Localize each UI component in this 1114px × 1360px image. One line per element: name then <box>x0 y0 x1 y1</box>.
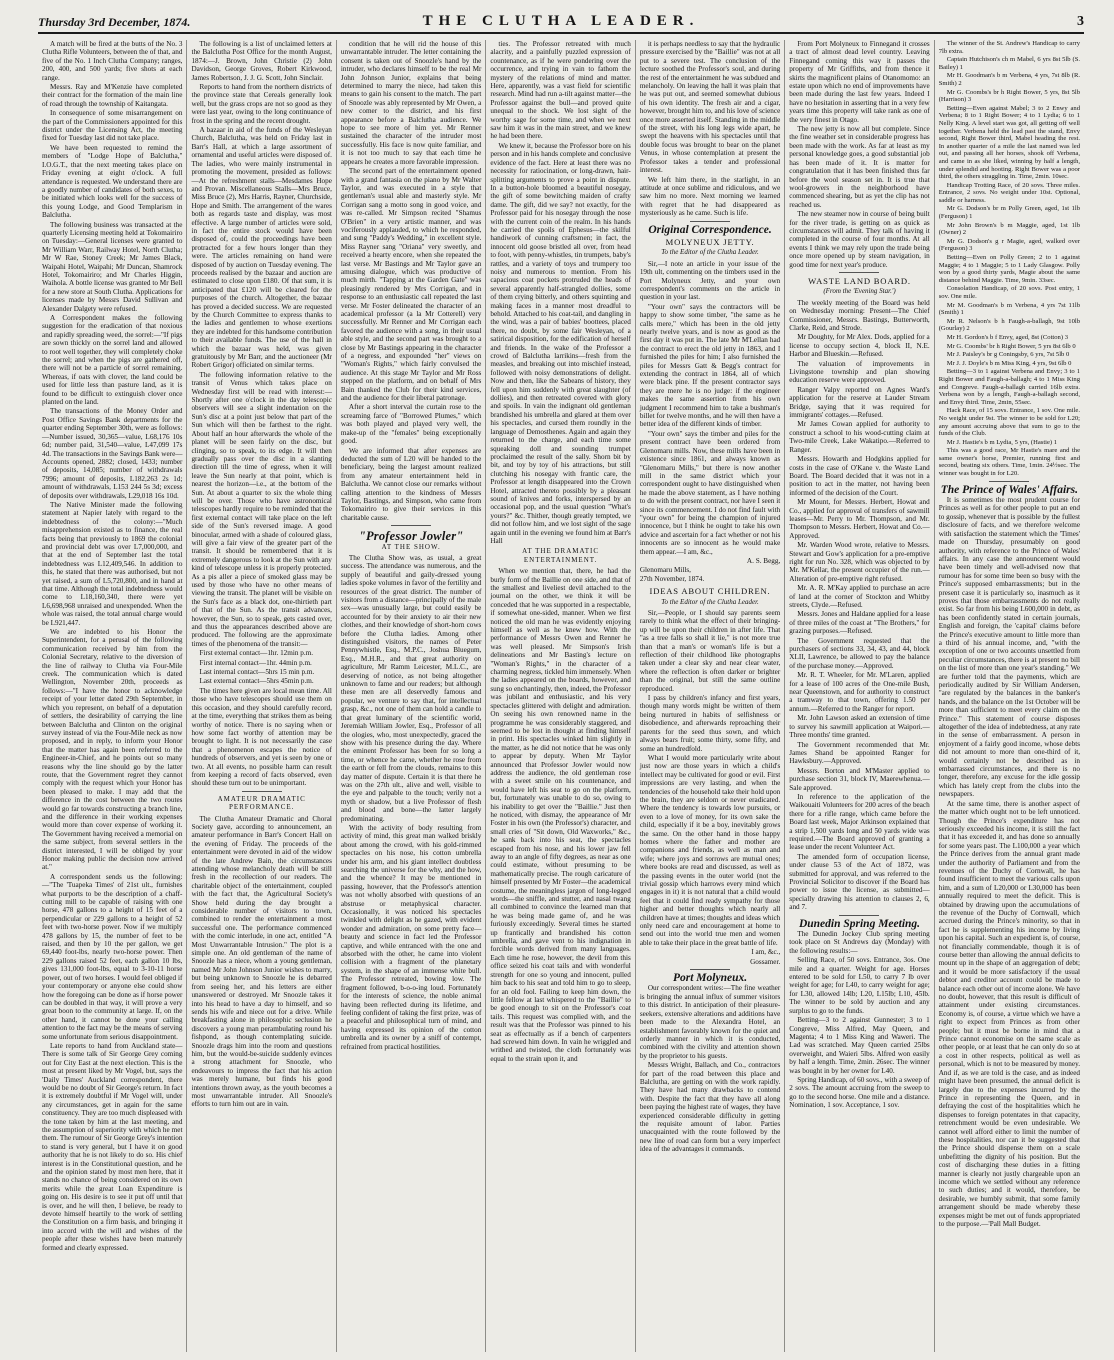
paragraph: Mr H. Gordon's b f Envy, aged, 8st (Cotton) 3 <box>946 333 1068 341</box>
paragraph: Mr G. Dodson's br m Polly Green, aged, 1st 1lb (Ferguson) 1 <box>938 205 1081 221</box>
paragraph: Messrs. Howarth and Hodgkins applied for costs in the case of O'Kane v. the Waste Land Board. The Board decided that it was not in a position to act in the matter, not having been informed of the decision of the Court. <box>789 455 930 497</box>
paragraph: Captain Hutchison's ch m Mabel, 6 yrs 8st 5lb (S. Bailey) 1 <box>938 56 1081 71</box>
paragraph: The Clutha Show was, as usual, a great success. The attendance was numerous, and the supply of beautiful and gaily-dressed young ladies spoke volumes in favor of the fertility and resources of the great district. The number of visitors from a distance—principally of the male sex—was unusually large, but could easily be accounted for by their anxiety to air their new clothes, and their knowledge of short-horn cows before the Clutha ladies. Among other distinguished visitors, the names of Peter Pennywhistle, Esq., M.P.C., Joshua Bluegum, Esq., M.H.R., and that great authority on agriculture, Mr Ramm Leicester, M.L.C., are deserving of notice, as not being altogether unknown to fame and our readers; but although these men are all deservedly famous and popular, we venture to say that, for intellectual grasp, &c., not one of them can hold a candle to that great luminary of the scientific world, Jeremiah William Jowler, Esq., Professor of all the ologies, who, most unexpectedly, graced the show with his presence during the day. Where the eminent Professor has been for so long a time, or whence he came, whether he rose from the earth or fell from the clouds, remains to this day matter of dispute. Certain it is that there he was on the 27th ult., alive and well, visible to the eye and palpable to the touch; verily not a myth or shadow, but a live Professor of flesh and blood and bone—the latter largely predominating. <box>340 553 482 823</box>
column-6 <box>785 40 934 1352</box>
original-correspondence-heading: Original Correspondence. <box>648 223 772 236</box>
paragraph: The Dunedin Jockey Club spring meeting took place on St Andrews day (Monday) with the following results:— <box>789 930 930 955</box>
paragraph: What I would more particularly write about just now are those years in which a child's intellect may be cultivated for good or evil. First impressions are very lasting, and when the tendencies of the household take their hold upon the brain, they are seldom or never eradicated. Where the tendency is towards low pursuits, or even to a love of money, for its own sake the child, especially if it be a boy, inevitably grows the same. On the other hand in those happy homes where the father and mother are companions and friends, as well as man and wife; where joys and sorrows are mutual ones; where books are read and discussed, as well as the passing events in the outer world (not the trivial gossip which harrows every mind which engages in it) it is not natural that a child would feel that it could find ready sympathy for those higher and better thoughts which nearly all children have at times; thoughts and ideas which only need care and encouragement at home to send out into the world true men and women able to take their place in the great battle of life. <box>639 753 781 947</box>
paragraph: Mr R. Nelson's b h Faugh-a-ballagh, 9st 10lb (Gourlay) 2 <box>938 317 1081 333</box>
paragraph: When we mention that, there, he had the burly form of the Baillie on one side, and that of the smallest and liveliest devil attached to the journal on the other, we think it will be conceded that he was supported in a respectable, if somewhat one-sided, manner. When we first noticed the old man he was evidently enjoying himself as well as he knew how. With the performance of Messrs Owen and Renner he was well pleased. Mr Simpson's Irish delineations and Mr Basting's lecture on "Woman's Rights," in the character of a charming negress, tickled him immensely. When the ladies appeared on the boards, however, and sung so enchantingly, then, indeed, the Professor was jubilant and enthusiastic, and his very spectacles glittered with delight and admiration. On seeing his own renowned name in the programme he was considerably staggered, and seemed to be lost in thought at finding himself in print. His spectacles winked him slightly in the matter, as he did not notice that he was only to appear by deputy. When Mr Taylor announced that Professor Jowler would now address the audience, the old gentleman rose with a sweet smile on his countenance, and would have left his seat to go on the platform, but, fortunately was unable to do so, owing to his inability to get over the "Baillie." Just then he noticed, with dismay, the appearance of Mr Foster in his own (the Professor's) character, and small cries of "Sit down, Old Waxworks," &c., he sank back into his seat, the spectacles escaped from his nose, and his lower jaw fell away to an angle of fifty degrees, as near as one could estimate, without presuming to be mathematically precise. The rough caricature of himself presented by Mr Foster—the academical costume, the meaningless jargon of long-legged words—the sniffle, and stutter, and nasal twang all combined to convince the learned man that he was being made game of, and he was furiously exceedingly. Several times he started up frantically and brandished his cotton umbrella, and gave vent to his indignation in forcible words derived from many languages. Each time he rose, however, the devil from this office seized his coat tails and with wonderful strength for one so young and innocent, pulled him back to his seat and told him to go to sleep, for an old fool. Failing to keep him down, the little fellow at last whispered to the "Baillie" to be good enough to sit on the Professor's coat tails. This request was complied with, and the result was that the Professor was pinned to his seat as effectually as if a bench of carpenters had screwed him down. In vain he wriggled and writhed and twisted, the cloth fortunately was equal to the strain upon it, and <box>490 567 631 1063</box>
at-the-show-subheading: AT THE SHOW. <box>381 542 441 551</box>
dunedin-spring-meeting-body <box>789 930 929 1110</box>
column-3 <box>337 40 486 1352</box>
ideas-about-children-heading: IDEAS ABOUT CHILDREN. <box>649 586 771 597</box>
paragraph: Mr H. Goodman's b m Verbena, 4 yrs, 7st 8lb (R. Smith) 2 <box>938 72 1081 87</box>
paragraph: We are informed that after expenses are deducted the sum of L20 will be handed to the beneficiary, being the largest amount realized from any amateur entertainment held in Balclutha. We cannot close our remarks without calling attention to the kindness of Messrs Taylor, Bastings, and Simpson, who came from Tokomairiro to give their services in this charitable cause. <box>340 446 482 522</box>
newspaper-title: THE CLUTHA LEADER. <box>422 13 700 29</box>
divider <box>242 791 282 792</box>
paragraph: Messrs. Ray and M'Kenzie have completed their contract for the formation of the main line of road through the township of Kaitangata. <box>42 83 183 108</box>
paragraph: A correspondent sends us the following:—"The 'Tuapeka Times' of 21st ult., furnishes what purports to be the description of a chaff-cutting mill to be capable of raising with one horse, 478 gallons to a height of 15 feet of a perpendicular or 229 gallons to a height of 52 feet with two-horse power. Now if we multiply 478 gallons by 15, the number of feet to be raised, and then by 10 the per gallon, we get 69,440 foot-lbs, nearly two-horse power. Then 229 gallons raised 52 feet, each gallon 10 lbs, gives 131,000 foot-lbs, equal to 3-10-11 horse power, out of two horses. I would feel obliged if your contemporary or anyone else could show how the foregoing can be done as if horse power can be doubled in that way, it will prove a very great boon to the community at large. If, on the other hand, it cannot be done your calling attention to the fact may be the means of serving some unfortunate from serious disappointment. <box>42 872 183 1041</box>
paragraph: We knew it, because the Professor bore on his person and in his hands complete and conclusive evidence of the fact. Here at least there was no necessity for ratiocination, or long-drawn, hair-splitting arguments to prove a point in dispute. In a button-hole bloomed a beautiful nosegay, the gift of some bewitching maiden of crafty dame. The gift, did we say? not exactly, for the Professor paid for his nosegay through the nose with the current coin of the realm. In his hands he carried the spoils of Ephesus—the skilful handiwork of cunning craftsmen; in fact, the innocent old goose bristled all over, from head to foot, with penny-whistles, tin trumpets, baby's rattles, and a variety of toys and trumpery too noisy and numerous to mention. From his capacious coat pockets protruded the heads of several apparently half-strangled dollies, some of them crying bitterly, and others squinting and making faces in a manner most dreadful to behold. Attached to his coat-tail, and dangling in the wind, was a pair of babies' boottees, placed there, no doubt, by some fair Wesleyan, of a satirical disposition, for the edification of herself and friends. In the wake of the Professor a crowd of Balclutha larrikins—fresh from the measles, and breaking out into mischief instead, followed with noisy demonstrations of delight. Now and then, like the Sabeans of history, they fell upon him suddenly with great slaughter (of dollies), and then retreated covered with glory and spoils. In vain the indignant old gentleman brandished his umbrella and glared at them over his spectacles, and cursed them roundly in the language of Demosthenes. Again and again they returned to the charge, and each time some squeaking doll and sounding trumpet proclaimed the result of the sally. Shorn bit by bit, and toy by toy of his attractions, but still clutching his nosegay with frantic care, the Professor at length disappeared into the Crown Hotel, attracted thereto possibly by a pleasant sound of knives and forks, interspersed by an occasional pop, and the usual question "What's yours?" &c. Thither, though greatly tempted, we did not follow him, and we lost sight of the sage again until in the evening we found him at Barr's Hall <box>490 141 631 545</box>
column-4 <box>486 40 635 1352</box>
masthead <box>38 6 1084 34</box>
dunedin-spring-meeting-heading: Dunedin Spring Meeting. <box>798 917 921 930</box>
paragraph: A match will be fired at the butts of the No. 3 Clutha Rifle Volunteers, between the of that, and five of the No. 1 Inch Clutha Company; ranges, 200, 400, and 500 yards; five shots at each range. <box>42 40 183 82</box>
letter-signature: A. S. Begg, <box>746 556 781 565</box>
letter-signature: Gossamer. <box>750 957 781 966</box>
column-1 <box>38 40 187 1352</box>
paragraph: Messrs Wright, Ballach, and Co., contractors for part of the road between this place and Balclutha, are getting on with the work rapidly. They have had many drawbacks to contend with. Despite the fact that they have all along been paying the highest rate of wages, they have experienced considerable difficulty in getting the requisite amount of labor. Parties unacquainted with the route followed by the new line of road can form but a very imperfect idea of the advantages it commands. <box>639 1061 781 1154</box>
paragraph: Messrs. Jones and Haldane applied for a lease of three miles of the coast at "The Brothers," for grazing purposes.—Refused. <box>789 610 930 636</box>
paragraph: In consequence of some misarrangement on the part of the Commissioners appointed for this district under the Licensing Act, the meeting fixed for Tuesday last did not take place. <box>42 109 183 143</box>
port-molyneux-body <box>640 984 780 1153</box>
paragraph: The winner of the St. Andrew's Handicap to carry 7lb extra. <box>938 40 1081 55</box>
paragraph: Mr M. Goodman's b m Verbena, 4 yrs 7st 11lb (Smith) 1 <box>938 301 1081 317</box>
column-1-body <box>42 40 182 1252</box>
column-3-body <box>341 40 481 522</box>
paragraph: Mr J. Hastie's b m Lydia, 5 yrs, (Hastie) 1 <box>946 438 1058 446</box>
paragraph: Messrs. Borton and M'Master applied to purchase section 31, block IV, Maerewhenua.—Sale approved. <box>789 766 930 792</box>
paragraph: This was a good race, Mr Hastie's mare and the same owner's horse, Premier, running first and second, beating six others. Time, 1min. 24½sec. The winner was bought in for L20. <box>938 447 1081 478</box>
dramatic-entertainment-body <box>490 567 630 1063</box>
paragraph: Betting—Even against Mabel; 3 to 2 Enwy and Verbena; 8 to 1 Right Bower; 4 to 1 Lydia; 6 to 1 Nelly King. A level start was got, all getting off well together. Verbena held the lead past the stand, Envy second, Right Bower third, Mabel heading the rest. In another quarter of a mile the last named was led out, and passing all her horses, shook off Verbena, and came in as she liked, winning by half a length, under splendid and hooting. Right Bower was a poor third, the others straggling in. Time, 2min. 10sec. <box>938 104 1081 181</box>
port-molyneux-heading: Port Molyneux. <box>672 972 748 985</box>
columns <box>38 40 1084 1352</box>
paragraph: Hack Race, of 15 sovs. Entrance, 1 sov. One mile. No weight under 9st. The winner to be sold for L20; any amount accruing above that sum to go to the funds of the Club. <box>938 407 1081 438</box>
letter-place: Glenomaru Mills, <box>639 566 691 575</box>
paragraph: Mr Mount, for Messrs. Herbert, Howat and Co., applied for approval of transfers of sawmill leases—Mr. Perry to Mr. Thompson, and Mr. Thompson to Messrs. Herbert, Howat and Co.—Approved. <box>789 498 930 540</box>
paragraph: Reports to hand from the northern districts of the province state that Cereals generally look well, but the grass crops are not so good as they were last year, owing to the long continuance of frost in the spring and the recent drought. <box>191 83 332 125</box>
waste-land-board-heading: WASTE LAND BOARD. <box>808 275 911 286</box>
paragraph: Mr. A. R. M'Kay applied to purchase an acre of land at the corner of Stockton and Whitby streets, Clyde.—Refused. <box>789 584 930 609</box>
paragraph: Mr. John Lawson asked an extension of time to survey his sawmill application at Waipori.—Three months' time granted. <box>789 714 930 740</box>
prince-of-wales-body <box>939 496 1080 1228</box>
paragraph: Our correspondent writes:—The fine weather is bringing the annual influx of summer visitors to this district. In anticipation of their pleasure-seekers, extensive alterations and additions have been made to the Alexandra Hotel, an establishment favorably known for the quiet and orderly manner in which it is conducted, combined with the civility and attention shown by the proprietor to his guests. <box>639 984 781 1060</box>
column-7 <box>935 40 1084 1352</box>
column-6-body <box>789 40 929 269</box>
paragraph: Consolation Handicap, of 20 sovs. Post entry, 1 sov. One mile. <box>938 285 1081 300</box>
paragraph: Handicap Trotting Race, of 20 sovs. Three miles. Entrance, 2 sovs. No weight under 10st. Optional, saddle or harness. <box>938 181 1081 204</box>
paragraph: Mr James Cowan applied for authority to construct a school to his wood-cutting claim at Two-mile Creek, Lake Wakatipo.—Referred to Ranger. <box>789 420 930 454</box>
dramatic-entertainment-heading: AT THE DRAMATIC ENTERTAINMENT. <box>522 547 600 564</box>
paragraph: Mr. Warden Wood wrote, relative to Messrs. Stewart and Gow's application for a pre-emptive right for run No. 328, which was objected to by Mr. M'Kellar, the present occupier of the run.—Alteration of pre-emptive right refused. <box>789 541 930 583</box>
letter-date: 27th November, 1874. <box>639 574 705 583</box>
column-2 <box>187 40 336 1352</box>
paragraph: The Native Minister made the following statement at Napier lately with regard to the indebtedness of the colony:—"Much misapprehension existed as to finance, the real facts being that previously to 1869 the colonial and provincial debt was over L7,000,000, and that at the end of September last the total indebtedness was L12,409,546. In addition to this, he stated that there was authorised, but not yet raised, a sum of L5,720,800, and in hand at that time. Although the total indebtedness would come to L18,160,340, there were yet L6,698,968 unraised and unexpended. When the whole was raised, the total annual charge would be L921,447. <box>42 500 183 627</box>
paragraph: First external contact—1hr. 12min p.m. <box>199 649 314 658</box>
paragraph: The new jetty is now all but complete. Since the fine weather set in considerable progress has been made with the work. As far at least as my personal knowledge goes, a good substantial job has been made of it. It is matter for congratulation that it has been finished thus far before the wool season set in. It is true that wool-growers in the neighborhood have commenced shearing, but as yet the clip has not reached us. <box>789 125 930 209</box>
molyneux-jetty-body <box>640 260 780 556</box>
paragraph: A Correspondent makes the following suggestion for the eradication of that noxious and rapidly spreading weed, the sorrel:—"If pigs are sown thickly on the sorrel land and allowed to root well together, they will completely choke the sorrel; and when the pigs are gathered off, there will not be a particle of sorrel remaining. Whereas, if oats with clover, the land could be used for little less than pasture land, as it is found to be difficult to extinguish clover once planted on the land. <box>42 314 183 407</box>
paragraph: Spring Handicap, of 60 sovs., with a sweep of 2 sovs. The amount accruing from the sweep to go to the second horse. One mile and a distance. Nomination, 1 sov. Acceptance, 1 sov. <box>789 1075 930 1110</box>
paragraph: With the activity of body resulting from activity of mind, this great man walked briskly about among the crowd, with his gold-rimmed spectacles on his nose, his cotton umbrella under his arm, and his giant intellect doubtless searching the universe for the why, and the how, and the whence? It may be mentioned in passing, however, that the Professor's attention was not wholly absorbed with questions of an abstruse or metaphysical character. Occasionally, it was noticed his spectacles twinkled with delight as he gazed, with evident wonder and admiration, on some pretty face—beauty and science in fact led the Professor captive, and while entranced with the one and absorbed with the other, he came into violent collision with a fragment of the planetary system, in the shape of an immense white bull. The Professor retreated, bowing low. The fragment followed, b-o-o-ing loud. Fortunately for the interests of science, the noble animal having been reflected during its lifetime, and feeling confident of taking the first prize, was of a peaceful and philosophical turn of mind, and having expressed its opinion of the cotton umbrella and its owner by a sniff of contempt, refrained from practical hostilities. <box>340 823 482 1051</box>
paragraph: Betting—Even on Polly Green; 2 to 1 against Maggie; 4 to 1 Maggie; 5 to 1 Lady Glasgow. Polly won by a good thirty yards, Magie about the same distance behind Maggie. Time, 9min. 33sec. <box>938 254 1081 284</box>
paragraph: ties. The Professor retreated with much alacrity, and a painfully puzzled expression of countenance, as if he were pondering over the occurrence, and trying in vain to fathom the mystery of the relations of mind and matter. Here, apparently, was a vast field for scientific research. Mind had run a-tilt against matter—the Professor against the bull—and proved quite unequal to the shock. We lost sight of the worthy sage for some time, and when we next saw him it was in the main street, and we knew he had been there. <box>490 40 631 141</box>
paragraph: We have been requested to remind the members of "Lodge Hope of Balclutha," I.O.G.T., that the next meeting takes place on Friday evening at eight o'clock. A full attendance is requested. We understand there are a goodly number of candidates of both sexes, to be initiated which looks well for the success of this young Lodge, and Good Templarism in Balclutha. <box>42 143 183 220</box>
paragraph: From Port Molyneux to Finnegand it crosses a tract of almost dead level country. Leaving Finnegand coming this way it passes the property of Mr Griffiths, and from thence it skirts the magnificent plains of Otanomomo: an estate upon which no end of improvements have been made during the last few years. Indeed I have no hesitation in asserting that in a very few years time this property will take rank as one of the very finest in Otago. <box>789 40 930 124</box>
paragraph: Mr G. Coombs' br h Right Bower, 5 yrs 8st 6lb 0 <box>946 342 1076 350</box>
paragraph: Mr J. J. Doyle's b m Miss King, 4 yrs, 9st 6lb 0 <box>946 359 1072 367</box>
paragraph: We are indebted to his Honor the Superintendent, for a perusal of the following communication received by him from the Colonial Secretary, relative to the diversion of the line of railway to Clutha via Four-Mile creek. The communication which is dated Wellington, November 20th, proceeds as follows:—"I have the honor to acknowledge receipt of your letter dated 29th September, in which you represent, on behalf of a deputation of settlers, the desirability of carrying the line between Balclutha and Clinton on the original survey instead of via the Four-Mile neck as now proposed, and in reply, to inform your Honor that the matter has again been referred to the Engineer-in-Chief, and he points out so many reasons why the line should go by the latter route, that the Government regret they cannot comply with the request which your Honor has been pleased to make. I may add that the difference in the cost between the two routes would go far towards constructing a branch line, and the difference in their working expenses would more than cover expense of working it. The Government having received a memorial on the same subject, from several settlers in the district interested, I will be obliged by your Honor making public the decision now arrived at." <box>42 628 183 872</box>
paragraph: Sir,—I note an article in your issue of the 19th ult, commenting on the timbers used in the Port Molyneux Jetty, and your own correspondent's comments on the article in question in your last. <box>639 259 781 302</box>
letter-addressee: To the Editor of the Clutha Leader. <box>661 248 759 257</box>
paragraph: The weekly meeting of the Board was held on Wednesday morning: Present—The Chief Commissioner, Messrs. Bastings, Butterworth, Clarke, Reid, and Strode. <box>789 298 930 332</box>
paragraph: First internal contact—1hr. 44min p.m. <box>199 658 312 667</box>
column-2-body <box>191 40 331 788</box>
dramatic-performance-heading: AMATEUR DRAMATIC PERFORMANCE. <box>217 794 306 812</box>
paragraph: it is perhaps needless to say that the hydraulic pressure exercised by the "Baillie" was not at all put to a severe test. The conclusion of the lecture soothed the Professor's soul, and during the rest of the entertainment he was subdued and melancholy. On leaving the hall it was plain that he was put out, and seemed somewhat dubious of his own identity. The fresh air and a cigar, however, brought him to, and his love of science once more asserted itself. Standing in the middle of the street, with his long legs wide apart, he swept the heavens with his spectacles until that double focus was brought to bear on the planet Venus, in whose contemplation at present the Professor takes a tender and professional interest. <box>639 40 781 175</box>
issue-date: Thursday 3rd December, 1874. <box>38 15 191 29</box>
paragraph: The new steamer now in course of being built for the river trade, is getting on as quick as circumstances will admit. They talk of having it completed in the course of four months. At all events I think we may rely upon the trade being once more opened up by steam navigation, in good time for next year's produce. <box>789 210 930 269</box>
paragraph: I pass by children's infancy and first years, though many words might be written of them being nurtured in habits of selfishness or disobedience, and afterwards reproaching their parents for the seed thus sown, and which always bears fruit; some thirty, some fifty, and some an hundredfold. <box>639 694 781 753</box>
paragraph: Mr John Brown's b m Maggie, aged, 1st 1lb (Owner) 2 <box>938 221 1081 237</box>
waste-land-board-body <box>789 299 929 912</box>
paragraph: condition that he will rid the house of this unwarrantable intruder. The letter containing the consent is taken out of Snoozle's hand by the intruder, who declares himself to be the real Mr John Johnson Junior, explains that being determined to marry the niece, had taken this means to gain his consent to the match. The part of Snoozle was ably represented by Mr Owen, a new comer to the district, and his first appearance before a Balclutha audience. We hope to see more of him yet. Mr Renner sustained the character of the intruder most successfully. His face is now quite familiar, and it is not too much to say that each time he appears he creates a more favorable impression. <box>340 40 482 166</box>
paragraph: In reference to the application of the Waikouaiti Volunteers for 200 acres of the beach there for a rifle range, which came before the Board last week, Major Atkinson explained that a strip 1,500 yards long and 50 yards wide was required.—The Board approved of granting a lease under the recent Volunteer Act. <box>789 792 930 852</box>
paragraph: A bazaar in aid of the funds of the Wesleyan Church, Balclutha, was held on Friday last in Barr's Hall, at which a large assortment of ornamental and useful articles were disposed of. The ladies, who were mainly instrumental in promoting the movement, presided as follows:—At the refreshment stalls—Mesdames Hope and Provan. Miscellaneous Stalls—Mrs Bruce, Miss Bruce (2), Mrs Harris, Rayner, Churchside, Hope and Smith. The arrangement of the wares both as regards taste and display, was most effective. A large number of articles were sold, in fact the entire stock would have been disposed of, could the proceedings have been protracted for a few hours longer than they were. The articles remaining on hand were disposed of by auction on Tuesday evening. The proceeds realised by the bazaar and auction are estimated to close upon £180. Of that sum, it is anticipated that £120 will be cleared for the purposes of the church. Altogether, the bazaar has proved a decided success. We are requested by the Church Committee to express thanks to the ladies and gentlemen to whose exertions they are indebted for this handsome contribution to their available funds. The use of the hall in which the bazaar was held, was given gratuitously by Mr Barr, and the auctioneer (Mr Robert Grigor) officiated on similar terms. <box>191 126 332 370</box>
column-4-body <box>490 40 630 545</box>
paragraph: The Government requested that the purchasers of sections 33, 34, 43, and 44, block XLII, Lawrence, be allowed to pay the balance of the purchase money.—Approved. <box>789 636 930 670</box>
paragraph: The transactions of the Money Order and Post Office Savings Bank departments for the quarter ending September 30th, were as follows:—Number issued, 30,365—value, L68,176 10s 6d; number paid, 31,540—value, L47,099 17s 4d. The transactions in the Savings Bank were—Accounts opened, 2882; closed, 1433; number of deposits, 14,085; number of withdrawals 7996; amount of deposits, L182,263 2s 1d; amount of withdrawals, L153 244 5s 3d; excess of deposits over withdrawals, L29,018 16s 10d. <box>42 407 183 500</box>
professor-jowler-heading: "Professor Jowler" <box>358 529 464 544</box>
paragraph: "Your own" says the timber and piles for the present contract have been ordered from Glenomaru mills. Now, these mills have been in existence since 1861, and always known as "Glenomaru Mills," but there is now another mill in the same district which your correspondent ought to have distinguished when he made the above statement, as I have nothing to do with the present contract, nor have I seen it since its commencement. I do not find fault with "your own" for being the champion of injured innocence, but I think he ought to take his own advice and ascertain for a fact whether or not his innocents are so innocent as he would make them appear.—I am, &c., <box>639 429 781 556</box>
divider <box>839 272 879 273</box>
column-5 <box>636 40 785 1352</box>
paragraph: The times here given are local mean time. All those who have telescopes should use them on this occasion, and they should carefully record, at the time, everything that strikes them as being worthy of notice. There is no saying when or how some fact worthy of attention may be brought to light. It is not necessarily the case that a phenomenon escapes the notice of hundreds of observers, and yet is seen by one or two. At all events, no possible harm can result from keeping a record of facts observed, even should these turn out to be unimportant. <box>191 686 332 788</box>
divider <box>839 915 879 916</box>
paragraph: Selling Race, of 50 sovs. Entrance, 3os. One mile and a quarter. Weight for age. Horses entered to be sold for L50, to carry 7 lb over weight for age; for L40, to carry weight for age; for L30, allowed 14lb; L20, L15lb; L10, 45lb. The winner to be sold by auction and any surplus to go to the funds. <box>789 956 930 1015</box>
paragraph: The amended form of occupation license, under clause 53 of the Act of 1872, was submitted for approval, and was referred to the Provincial Solicitor to discover if the Board has power to issue the license, as submitted—specially drawing his attention to clauses 2, 6, and 7. <box>789 852 930 912</box>
paragraph: Mr G. Dodson's g r Magie, aged, walked over (Ferguson) 3 <box>938 237 1081 253</box>
letter-closing: I am, &c., <box>751 948 781 957</box>
ideas-about-children-body <box>640 609 780 947</box>
prince-of-wales-heading: The Prince of Wales' Affairs. <box>940 483 1078 496</box>
paragraph: Ranger Valpy reported on Agnes Ward's application for the reserve at Lauder Stream Bridge, saying that it was required for immigrants' cottages.—Refused. <box>789 385 930 420</box>
paragraph: After a short interval the curtain rose to the screaming farce of "Borrowed Plumes," which was both played and played very well, the make-up of the "females" being exceptionally good. <box>340 403 482 446</box>
paragraph: At the same time, there is another aspect of the matter which ought not to be left unnoticed. Though the Prince's expenditure has not seriously exceeded his income, it is still the fact that it has exceeded it, and has done so annually for some years past. The L100,000 a year which the Prince derives from the annual grant made under the authority of Parliament and from the revenues of the Duchy of Cornwall, he has found insufficient to meet the various calls upon him, and a sum of L20,000 or L30,000 has been annually required to meet the deficit. This is obtained by drawing upon the accumulations of the revenue of the Duchy of Cornwall, which accrued during the Prince's minority, so that in fact he is supplementing his income by living upon his capital. Such an expedient is, of course, not financially commendable, though it is of course better than allowing the annual deficits to mount up in the shape of an aggregation of debt; and it would be more satisfactory if the usual debtor and creditor account could be made to balance each other out of income alone. We have no doubt, however, that this result is difficult of attainment under existing circumstances. Economy is, of course, a virtue which we have a right to expect from Princes as from other people; but it must be borne in mind that a Prince cannot economise on the same scale as other people, or at least that he can only do so at a cost in other respects, political as well as personal, which is not to be measured by money. And if, as we are told is the case, and as indeed might have been presumed, the annual deficit is largely due to the expenses incurred by the Prince in representing the Queen, and in defraying the cost of the hospitalities which he dispenses to foreign potentates in that capacity, retrenchment would be even undesirable. We cannot well afford either to limit the number of these hospitalities, nor can it be suggested that the Prince should dispense them on a scale unbefitting the dignity of his position. But the cost of discharging these duties in a fitting manner is clearly not justly chargeable upon an income which we settled without any reference to such duties; and it would, therefore, be desirable, we humbly submit, that some family arrangement should be made whereby these expenses might be met out of funds appropriated to the purpose.—'Pall Mall Budget. <box>938 799 1081 1228</box>
divider <box>391 525 431 526</box>
paragraph: The following is a list of unclaimed letters at the Balclutha Post Office for the month August, 1874:—J. Brown, John Christie (2) John Davidson, George Groves, Robert Kirkwood, James Robertson, J. J. G. Scott, John Sinclair. <box>191 40 332 82</box>
paragraph: The following information relative to the transit of Venus which takes place on Wednesday first will be read with interest:—Shortly after one o'clock in the day telescopic observers will see a slight indentation on the Sun's disc at a point just below that part of the Sun which will then be farthest to the right. About half an hour afterwards the whole of the planet will be seen fairly on the disc, but clinging, so to speak, to its edge. It will then gradually pass over the disc in a slanting direction till the time of egress, when it will leave the Sun nearly at that point, which is nearest the horizon—i.e., at the bottom of the Sun. At about a quarter to six the whole thing will be over. Those who have astronomical telescopes hardly require to be reminded that the first external contact will take place on the left side of the Sun's reversed image. A good binocular, armed with a shade of coloured glass, will give a fair view of the greater part of the transit. It should be remembered that it is extremely dangerous to look at the Sun with any kind of telescope unless it is properly protected. As a pis aller a piece of smoked glass may be used by those who have no other means of viewing the transit. The planet will be visible on the Sun's face as a black dot, one-thirtieth part of that of the Sun. As the transit advances, however, the Sun, so to speak, gets casted over, and thus the appearances described above are produced. The following are the approximate times of the phenomena of the transit:— <box>191 370 332 648</box>
paragraph: We left him there, in the starlight, in an attitude at once sublime and ridiculous, and we saw him no more. Next morning we learned with regret that he had disappeared as mysteriously as he came. Such is life. <box>639 175 781 218</box>
divider <box>690 969 730 970</box>
divider <box>690 221 730 222</box>
column-5-body <box>640 40 780 218</box>
paragraph: It is sometimes the most prudent course for Princes as well as for other people to put an end to gossip, whenever that is possible by the fullest disclosure of facts, and we therefore welcome with satisfaction the statement which the 'Times' made on Thursday, presumably on good authority, with reference to the Prince of Wales' affairs. In any case the announcement would have been timely and well-advised now that rumour has for some time been so busy with the Prince's supposed embarrassments; but in the present case it is particularly so, inasmuch as it proves that those embarrassments do not really exist. So far from his being L600,000 in debt, as has been confidently stated in certain journals, English and foreign, the 'capital' claims before the Prince's executive amount to little more than a third of his annual income, and, "with the exception of one or two accounts unsettled from peculiar circumstances, there is at present no bill on the list of more than one year's standing." We are further told that the payments, which are periodically audited by Sir William Andersen, "are regulated by the balances in the banker's hands, and the balance on the 1st October will be more than sufficient to meet every claim on the Prince." This statement of course disposes altogether of the idea of indebtedness, at any rate in the sense of embarrassment. A person in enjoyment of a fairly good income, whose debts did not amount to more than one-third of it, would certainly not be described as in embarrassed circumstances, and there is no longer, therefore, any excuse for the idle gossip which has lately crept from the clubs into the newspapers. <box>938 496 1081 799</box>
paragraph: Betting—3 to 1 against Verbena and Envy; 3 to 1 Right Bower and Faugh-a-ballagh; 4 to 1 Miss King and Congreve. Faugh-a-ballagh carried 16lb extra. Verbena won by a length, Faugh-a-ballagh second, and Envy third. Time, 2min, 55sec. <box>938 368 1081 406</box>
letter-addressee: To the Editor of the Clutha Leader. <box>661 597 759 606</box>
paragraph: Sir,—People, or I should say parents seem rarely to think what the effect of their bringing-up will be upon their children in after life. That "as a tree falls so shall it lie," is not more true than that a man's or woman's life is but a reflection of their childhood like photographs taken under a clear sky and near clear water, where the reflection is often darker or brighter than the original, but still the same outline reproduced. <box>639 609 781 693</box>
paragraph: The Clutha Amateur Dramatic and Choral Society gave, according to announcement, an amateur performance in Barr's Concert Hall on the evening of Friday. The proceeds of the entertainment were devoted in aid of the widow of the late Andrew Bain, the circumstances attending whose melancholy death will be still fresh in the recollection of our readers. The charitable object of the entertainment, coupled with the fact that, the Agricultural Society's Show held during the day brought a considerable number of visitors to town, combined to render the entertainment a most successful one. The performance commenced with the comic interlude, in one act, entitled "A Most Unwarrantable Intrusion." The plot is a simple one. An old gentleman of the name of Snoozle has a niece, whom a young gentleman, named Mr John Johnson Junior wishes to marry, but being unknown to Snoozle he is debarred from seeing her, and his letters are either unanswered or destroyed. Mr Snoozle takes it into his head to have a day to himself, and so sends his wife and niece out for a drive. While breakfasting alone in philosophic seclusion he discovers a young man perambulating round his fishpond, as though contemplating suicide. Snoozle drags him into the room and questions him, but the would-be-suicide suddenly evinces a strong attachment for Snoozle, who endeavours to impress the fact that his action was merely humane, but finds his good intentions thrown away, as the youth becomes a most unwarrantable intruder. All Snoozle's efforts to turn him out are in vain. <box>191 814 332 1109</box>
waste-land-board-source: (From the 'Evening Star.') <box>823 287 896 296</box>
paragraph: Late reports to hand from Auckland state—There is some talk of Sir George Grey coming out for City East at the next election. This is the most at present liked by Mr Vogel, but, says the 'Daily Times' Auckland correspondent, there would be no doubt of Sir George's return. In fact it is extremely doubtful if Mr Vogel will, under any circumstances, get in again for the same constituency. They are too much displeased with the tone taken by him at the last meeting, and the assumption of superiority with which he met them. The rumour of Sir George Grey's intention to stand is very general, but I have it on good authority that he is not likely to do so. His chief interest is in the Constitutional question, and he and the opinion stated by most men here, that it stands no chance of being considered on its own merits while the great Loan Expenditure is going on. His desire is to see it put off until that is over, and he will then, I believe, be ready to devote himself heartily to the work of settling the Constitution on a firm basis, and bringing it into accord with the will and wishes of the people after these wishes have been maturely formed and clearly expressed. <box>42 1041 183 1252</box>
dramatic-performance-body <box>191 815 331 1109</box>
paragraph: Betting—3 to 2 against Gunnester; 3 to 1 Congreve, Miss Alfred, May Queen, and Magenta; 4 to 1 Miss King and Waweri. The Lad was scratched. May Queen carried 25lbs overweight, and Waieri 5lbs. Alfred won easily by half a length. Time, 2min. 26sec. The winner was bought in by her owner for L40. <box>789 1016 930 1075</box>
race-results <box>939 40 1080 478</box>
paragraph: The second part of the entertainment opened with a grand fantasia on the piano by Mr Walter Taylor, and was executed in a style that gentleman's usual able and masterly style. Mr Corrigan sang a motto song in good voice, and was re-called. Mr Simpson recited "Shamus O'Brien" in a very artistic manner, and was vociferously applauded, to which he responded, and sung "Paddy's Wedding," in excellent style. Miss Rayner sang "Oriana" very sweetly, and received a hearty encore, when she repeated the last verse. Mr Bastings and Mr Taylor gave an amusing dialogue, which was productive of much mirth. "Tapping at the Garden Gate" was pleasingly rendered by Mrs Corrigan, and in response to an enthusiastic call repeated the last verse. Mr Foster delineated the character of an academical professor (a la Mr Cotterell) very successfully. Mr Renner and Mr Corrigan each favored the audience with a song, in their usual able style, and the second part was brought to a close by Mr Bastings appearing in the character of a negress, and expounded "her" views on "Woman's Rights," which fairly convulsed the audience. At this stage Mr Taylor and Mr Ross stepped on the platform, and on behalf of Mrs Bain thanked the Club for their kind services, and the audience for their liberal patronage. <box>340 167 482 403</box>
paragraph: The following business was transacted at the quarterly Licensing meeting held at Tokomairiro on Tuesday:—General licenses were granted to Mr William Warr, Railway Hotel, North Clutha; Mr W Rae, Stoney Creek; Mr James Black, Waipahi Hotel, Waipahi; Mr Duncan, Shamrock Hotel, Tokomairiro; and Mr Charles Higgin, Waihola. A bottle license was granted to Mr Bell for a new store at South Clutha. Applications for licenses made by Messrs David Sullivan and Alexander Dalgety were refused. <box>42 220 183 313</box>
page-number: 3 <box>1077 14 1084 29</box>
paragraph: The valuation of improvements in Livingstone township and plan showing education reserve were approved. <box>789 359 930 385</box>
paragraph: Mr G. Coombs's br h Right Bower, 5 yrs, 8st 5lb (Harrison) 3 <box>938 88 1081 104</box>
paragraph: Mr J. Paisley's br g Coningsby, 6 yrs, 7st 5lb 0 <box>946 351 1070 359</box>
paragraph: Mr Doughty, for Mr Alex. Dods, applied for a license to occupy section 4, block II, N.E. Harbor and Blueskin.—Refused. <box>789 333 930 359</box>
professor-jowler-body <box>341 554 481 1051</box>
molyneux-jetty-heading: MOLYNEUX JETTY. <box>665 236 755 247</box>
paragraph: Last external contact—5hrs 45min p.m. <box>199 677 314 686</box>
paragraph: The Government recommended that Mr. James Shand be appointed Ranger for Hawksbury.—Approved. <box>789 740 930 766</box>
paragraph: Last internal contact—5hrs 15 min p.m. <box>199 668 315 677</box>
paragraph: "Your own" says the contractors will be happy to show some timber, "the same as he calls mere," which has been in the old jetty nearly twelve years, and is now as good as the first day it was put in. The late Mr M'Lellan had the contract to erect the old jetty in 1863, and I furnished the piles for him; I also furnished the piles for Messrs Gatt & Begg's contract for extending the contract in 1864, all of which were black pine. If the present contractor says they are mere he is no judge: if the engineer makes the same assertion from his own judgment I recommend him to take a bushman's billet for twelve months, and he will then have a better idea of the different kinds of timber. <box>639 302 781 429</box>
paragraph: Mr. R. T. Wheeler, for Mr. M'Laren, applied for a lease of 100 acres of the One-mile Bush, near Queenstown, and for authority to construct a tramway to that town, offering 1.50 per annum.—Referred to the Ranger for report. <box>789 671 930 713</box>
divider <box>989 481 1029 482</box>
